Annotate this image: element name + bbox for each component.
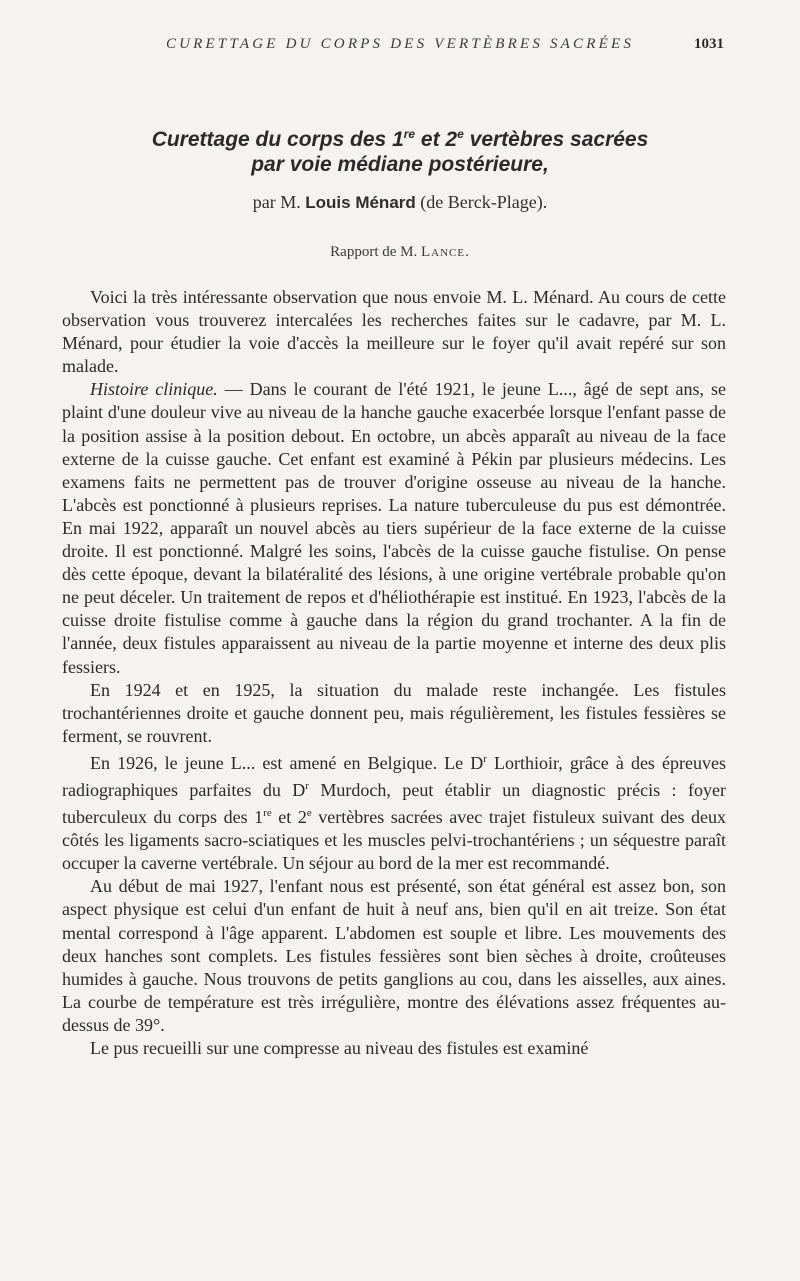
rapporteur: Lance.	[420, 244, 470, 260]
byline: par M. Louis Ménard (de Berck-Plage).	[252, 192, 548, 212]
paragraph-6: Le pus recueilli sur une compresse au niveau des fistules est examiné	[90, 1038, 589, 1058]
title-line-1: Curettage du corps des 1re et 2e vertèbres sacrées	[151, 127, 649, 151]
page-number: 1031	[694, 36, 724, 52]
paragraph-2: Histoire clinique. — Dans le courant de l'été 1921, le jeune L..., âgé de sept ans, se plaint d'une douleur vive au niveau de la hanche gauche exacerbée lorsque l'enfant passe de la position assise à la position debout. En octobre, un abcès apparaît au niveau de la face externe de la cuisse gauche. Cet enfant est examiné à Pékin par plusieurs médecins. Les examens faits ne permettent pas de trouver d'origine osseuse au niveau de la hanche. L'abcès est ponctionné à plusieurs reprises. La nature tuberculeuse du pus est démontrée. En mai 1922, apparaît un nouvel abcès au tiers supérieur de la face externe de la cuisse droite. Il est ponctionné. Malgré les soins, l'abcès de la cuisse gauche fistulise. On pense dès cette époque, devant la bilatéralité des lésions, à une origine vertébrale probable qu'on ne peut déceler. Un traitement de repos et d'héliothérapie est institué. En 1923, l'abcès de la cuisse droite fistulise comme à gauche dans la région du grand trochanter. A la fin de l'année, deux fistules apparaissent au niveau de la partie moyenne et interne des deux plis fessiers.	[62, 379, 726, 677]
affiliation: (de Berck-Plage).	[415, 192, 548, 212]
author-name: Louis Ménard	[305, 193, 416, 212]
running-head	[0, 36, 800, 56]
paragraph-1: Voici la très intéressante observation que nous envoie M. L. Ménard. Au cours de cette observation vous trouverez intercalées les recherches faites sur le cadavre, par M. L. Ménard, pour étudier la voie d'accès la meilleure sur le foyer qu'il avait repéré sur son malade.	[62, 287, 726, 377]
title-line-2: par voie médiane postérieure,	[251, 153, 549, 176]
body-text	[62, 286, 726, 1060]
paragraph-3: En 1924 et en 1925, la situation du malade reste inchangée. Les fistules trochantériennes droite et gauche donnent peu, mais régulièrement, les fistules fessières se ferment, se rouvrent.	[62, 679, 726, 746]
paragraph-5: Au début de mai 1927, l'enfant nous est présenté, son état général est assez bon, son aspect physique est celui d'un enfant de huit à neuf ans, bien qu'il en ait treize. Son état mental correspond à l'âge apparent. L'abdomen est souple et libre. Les mouvements des deux hanches sont complets. Les fistules fessières sont bien sèches à droite, croûteuses humides à gauche. Nous trouvons de petits ganglions au cou, dans les aisselles, aux aines. La courbe de température est très irrégulière, montre des élévations assez fréquentes au-dessus de 39°.	[62, 876, 726, 1035]
running-title: CURETTAGE DU CORPS DES VERTÈBRES SACRÉES	[165, 36, 635, 52]
section-label: Histoire clinique.	[90, 379, 218, 400]
article-title	[0, 122, 800, 177]
paragraph-4: En 1926, le jeune L... est amené en Belgique. Le $D^r$ Lorthioir, grâce à des épreuves radiographiques parfaites du $D^r$ Murdoch, peut établir un diagnostic précis : foyer tuberculeux du corps des 1re et 2e vertèbres sacrées avec trajet fistuleux suivant des deux côtés les ligaments sacro-sciatiques et les muscles pelvi-trochantériens ; un séquestre paraît occuper la caverne vertébrale. Un séjour au bord de la mer est recommandé.	[62, 752, 726, 874]
report-line: Rapport de M. Lance.	[330, 244, 470, 260]
